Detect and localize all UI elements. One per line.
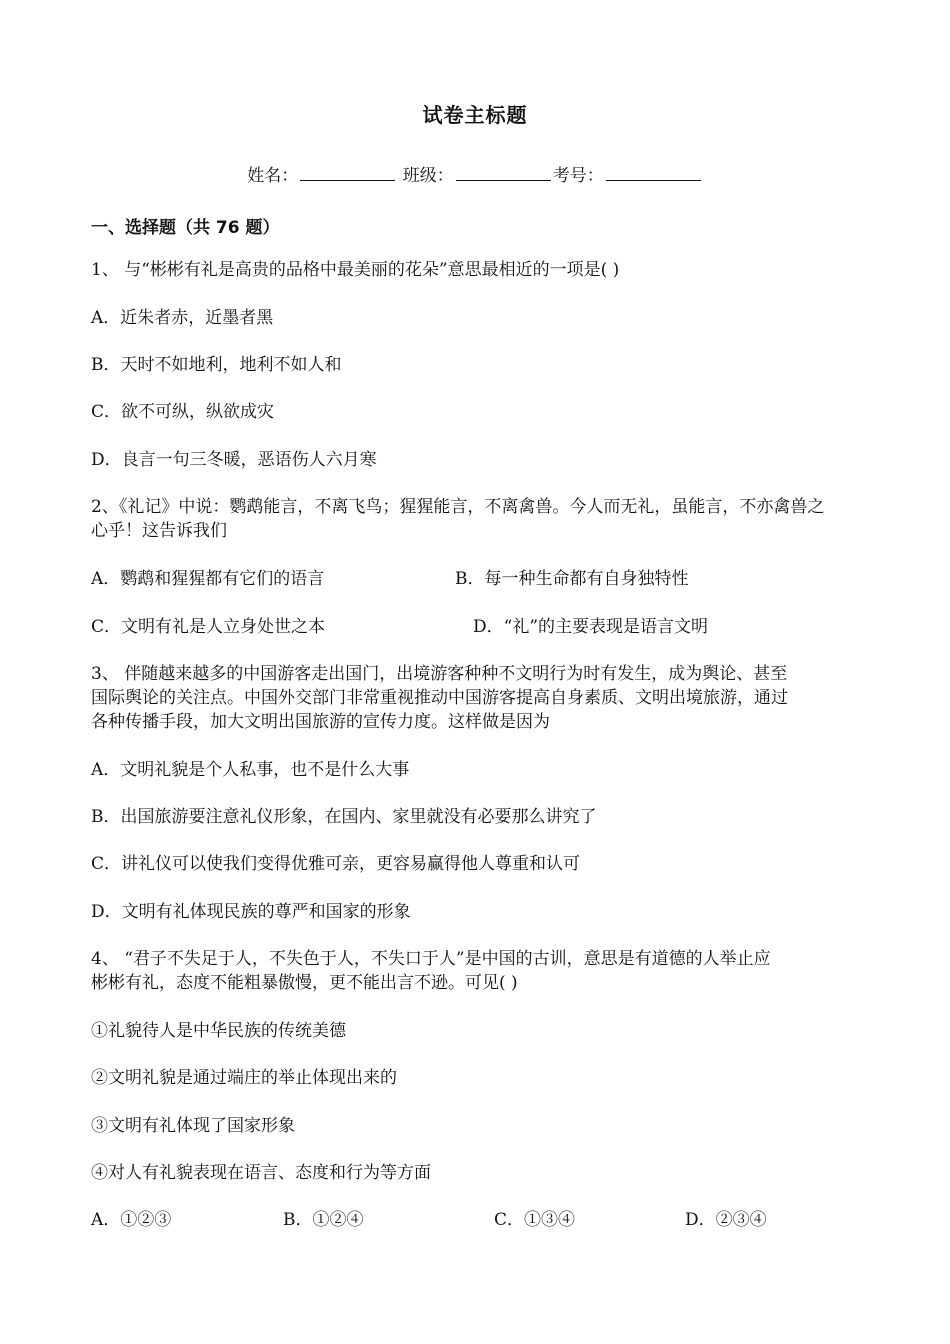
question-3-option-d: D．文明有礼体现民族的尊严和国家的形象 [91,902,411,922]
question-2-option-d: D．“礼”的主要表现是语言文明 [473,617,709,637]
page-title: 试卷主标题 [422,103,528,127]
question-4-option-d: D．②③④ [685,1210,767,1230]
name-blank[interactable] [300,164,395,181]
question-1-option-c: C．欲不可纵，纵欲成灾 [91,402,275,422]
number-blank[interactable] [606,164,701,181]
question-3-option-c: C．讲礼仪可以使我们变得优雅可亲，更容易赢得他人尊重和认可 [91,854,581,874]
question-3-option-a: A．文明礼貌是个人私事，也不是什么大事 [91,760,410,780]
question-1-stem: 1、 与“彬彬有礼是高贵的品格中最美丽的花朵”意思最相近的一项是( ) [91,260,620,280]
name-label: 姓名： [247,166,299,186]
question-2-stem-line-1: 2、《礼记》中说：鹦鹉能言，不离飞鸟；猩猩能言，不离禽兽。今人而无礼，虽能言，不亦禽兽之 [91,497,825,517]
question-4-statement-2: ②文明礼貌是通过端庄的举止体现出来的 [91,1068,397,1088]
question-4-stem-line-2: 彬彬有礼，态度不能粗暴傲慢，更不能出言不逊。可见( ) [91,973,518,993]
question-4-option-a: A．①②③ [91,1210,172,1230]
question-2-stem-line-2: 心乎！这告诉我们 [91,521,227,541]
question-1-option-d: D．良言一句三冬暖，恶语伤人六月寒 [91,450,377,470]
question-1-option-a: A．近朱者赤，近墨者黑 [91,308,274,328]
question-4-statement-1: ①礼貌待人是中华民族的传统美德 [91,1021,346,1041]
question-2-option-a: A．鹦鹉和猩猩都有它们的语言 [91,569,325,589]
question-2-option-c: C．文明有礼是人立身处世之本 [91,617,326,637]
question-3-stem-line-1: 3、 伴随越来越多的中国游客走出国门，出境游客种种不文明行为时有发生，成为舆论、甚至 [91,664,788,684]
question-4-option-b: B．①②④ [283,1210,364,1230]
question-2-option-b: B．每一种生命都有自身独特性 [455,569,689,589]
question-3-option-b: B．出国旅游要注意礼仪形象，在国内、家里就没有必要那么讲究了 [91,807,597,827]
question-4-statement-4: ④对人有礼貌表现在语言、态度和行为等方面 [91,1163,431,1183]
question-1-option-b: B．天时不如地利，地利不如人和 [91,355,342,375]
class-blank[interactable] [456,164,551,181]
question-4-stem-line-1: 4、 “君子不失足于人，不失色于人，不失口于人”是中国的古训，意思是有道德的人举止应 [91,949,771,969]
question-3-stem-line-2: 国际舆论的关注点。中国外交部门非常重视推动中国游客提高自身素质、文明出境旅游，通过 [91,688,788,708]
class-label: 班级： [402,166,454,186]
number-label: 考号： [552,166,604,186]
question-3-stem-line-3: 各种传播手段，加大文明出国旅游的宣传力度。这样做是因为 [91,712,550,732]
question-4-option-c: C．①③④ [494,1210,576,1230]
section-title: 一、选择题（共 76 题） [91,218,280,238]
question-4-statement-3: ③文明有礼体现了国家形象 [91,1116,295,1136]
student-info-row [0,161,950,186]
